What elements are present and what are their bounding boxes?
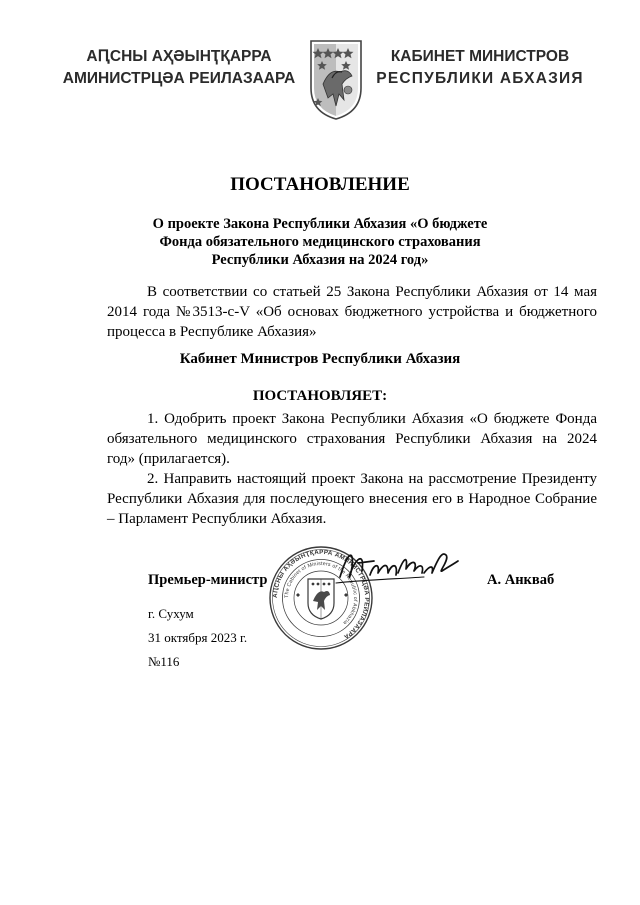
signatory-name: А. Анкваб (487, 572, 555, 588)
item1-line-3: год» (прилагается). (107, 451, 230, 467)
header-abkhaz-line1: АԤСНЫ АҲӘЫНҬҚАРРА (86, 48, 272, 65)
item2-line-3: – Парламент Республики Абхазия. (107, 511, 327, 527)
header-russian-line2: РЕСПУБЛИКИ АБХАЗИЯ (376, 70, 584, 87)
coat-of-arms-icon (308, 38, 364, 122)
item1-line-1: 1. Одобрить проект Закона Республики Абхазия «О бюджете Фонда (147, 411, 597, 427)
header-abkhaz-line2: АМИНИСТРЦӘА РЕИЛАЗААРА (62, 70, 296, 87)
header-russian-line1: КАБИНЕТ МИНИСТРОВ (390, 48, 570, 65)
issue-place: г. Сухум (148, 606, 194, 621)
handwritten-signature-icon (334, 547, 464, 587)
seal-inner-text: The Cabinet of Ministers of the Republic of Abkhazia (283, 560, 359, 626)
header-russian (372, 46, 588, 90)
resolves-heading: ПОСТАНОВЛЯЕТ: (252, 388, 388, 404)
signatory-role: Премьер-министр (148, 572, 268, 588)
subject-line-2: Фонда обязательного медицинского страхования (159, 234, 481, 250)
document-number: №116 (148, 654, 180, 669)
document-subject (120, 215, 520, 269)
item2-line-2: Республики Абхазия для последующего внесения его в Народное Собрание (107, 491, 597, 507)
preamble-line-3: процесса в Республике Абхазия» (107, 324, 317, 340)
subject-line-1: О проекте Закона Республики Абхазия «О бюджете (152, 216, 488, 232)
document-title: ПОСТАНОВЛЕНИЕ (230, 174, 410, 195)
preamble-line-1: В соответствии со статьей 25 Закона Республики Абхазия от 14 мая (147, 284, 597, 300)
issue-date: 31 октября 2023 г. (148, 630, 248, 645)
resolution-items (107, 409, 597, 529)
subject-line-3: Республики Абхазия на 2024 год» (211, 252, 429, 268)
header-abkhaz (60, 46, 298, 90)
item1-line-2: обязательного медицинского страхования Республики Абхазия на 2024 (107, 431, 597, 447)
item2-line-1: 2. Направить настоящий проект Закона на рассмотрение Президенту (147, 471, 597, 487)
preamble-paragraph (107, 282, 597, 342)
issuing-body: Кабинет Министров Республики Абхазия (179, 351, 461, 367)
preamble-line-2: 2014 года №3513-с-V «Об основах бюджетного устройства и бюджетного (107, 304, 597, 320)
seal-outer-text: АԤСНЫ АҲӘЫНҬҚАРРА АМИНИСТРЦӘА РЕИЛАЗААРА (271, 548, 371, 641)
